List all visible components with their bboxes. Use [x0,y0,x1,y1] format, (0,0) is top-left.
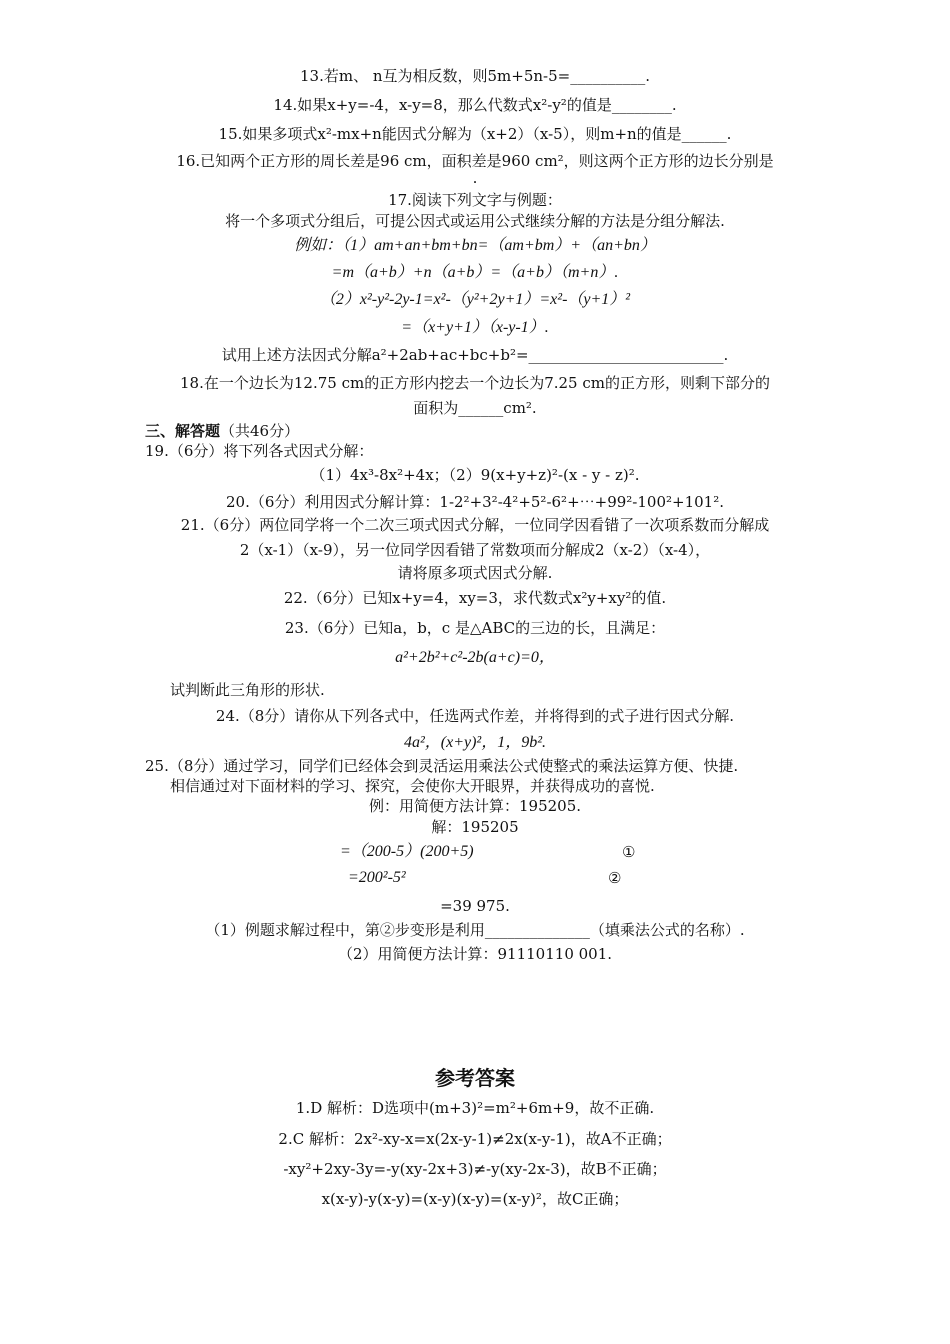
question-19-expressions: （1）4x³-8x²+4x；（2）9(x+y+z)²-(x - y - z)². [310,466,640,484]
question-19: 19.（6分）将下列各式因式分解： [145,442,374,460]
step-2-marker: ② [608,869,622,887]
question-20: 20.（6分）利用因式分解计算：1-2²+3²-4²+5²-6²+⋯+99²-100²+101². [226,493,724,511]
question-24: 24.（8分）请你从下列各式中，任选两式作差，并将得到的式子进行因式分解. [215,707,735,725]
question-22: 22.（6分）已知x+y=4，xy=3，求代数式x²y+xy²的值. [283,589,667,607]
step-1-marker: ① [622,843,636,861]
question-25-example: 例：用简便方法计算：195205. [368,797,582,815]
question-13: 13.若m、 n互为相反数，则5m+5n-5=__________. [300,67,650,85]
question-16-line-1: 16.已知两个正方形的周长差是96 cm，面积差是960 cm²，则这两个正方形的边长分别是 [176,152,774,170]
question-25-line-2: 相信通过对下面材料的学习、探究，会使你大开眼界，并获得成功的喜悦. [170,777,655,795]
question-17-intro: 将一个多项式分组后，可提公因式或运用公式继续分解的方法是分组分解法. [225,212,725,230]
question-17-task: 试用上述方法因式分解a²+2ab+ac+bc+b²=__________________________. [221,346,729,364]
question-25-part-2: （2）用简便方法计算：91110110 001. [337,945,613,963]
reference-answer-1: 1.D 解析：D选项中(m+3)²=m²+6m+9，故不正确. [295,1099,655,1117]
question-16-line-2: . [472,169,478,187]
question-23-task: 试判断此三角形的形状. [170,681,325,699]
question-14: 14.如果x+y=-4，x-y=8，那么代数式x²-y²的值是________. [273,96,677,114]
question-15: 15.如果多项式x²-mx+n能因式分解为（x+2）（x-5），则m+n的值是______. [218,125,732,143]
question-21-line-3: 请将原多项式因式分解. [397,564,553,582]
question-25-step-1: =（200-5）(200+5) [340,843,474,860]
question-23-equation: a²+2b²+c²-2b(a+c)=0， [395,649,555,666]
question-17-example-2-result: =（x+y+1）（x-y-1）. [401,319,549,336]
question-17-example-1-result: =m（a+b）+n（a+b）=（a+b）（m+n）. [331,264,619,281]
section-3-heading [145,421,845,441]
question-25-step-3: =39 975. [440,897,510,915]
question-18-line-2: 面积为______cm². [413,399,537,417]
question-25-solution: 解：195205 [431,818,519,836]
question-25-part-1: （1）例题求解过程中，第②步变形是利用______________（填乘法公式的名称）. [205,921,745,939]
question-21-line-1: 21.（6分）两位同学将一个二次三项式因式分解，一位同学因看错了一次项系数而分解成 [180,516,770,534]
question-17-example-2: （2）x²-y²-2y-1=x²-（y²+2y+1）=x²-（y+1）² [319,291,631,308]
question-25-line-1: 25.（8分）通过学习，同学们已经体会到灵活运用乘法公式使整式的乘法运算方便、快捷. [145,757,739,775]
question-21-line-2: 2（x-1）（x-9），另一位同学因看错了常数项而分解成2（x-2）（x-4）， [239,541,711,559]
reference-answer-2-b: -xy²+2xy-3y=-y(xy-2x+3)≠-y(xy-2x-3)，故B不正确； [283,1160,667,1178]
question-23-line-1: 23.（6分）已知a，b，c 是△ABC的三边的长，且满足： [284,619,666,637]
question-17-example-1: 例如：（1）am+an+bm+bn=（am+bm）+（an+bn） [294,237,656,254]
reference-answer-2-c: x(x-y)-y(x-y)=(x-y)(x-y)=(x-y)²，故C正确； [321,1190,629,1208]
question-24-expressions: 4a²，(x+y)²，1，9b². [403,734,547,751]
reference-answer-2: 2.C 解析：2x²-xy-x=x(2x-y-1)≠2x(x-y-1)，故A不正确； [278,1130,672,1148]
reference-answers-title: 参考答案 [435,1066,515,1090]
section-3-note: （共46分） [220,422,300,440]
section-3-title: 三、解答题 [145,422,221,440]
question-25-step-2: =200²-5² [348,869,406,886]
question-18-line-1: 18.在一个边长为12.75 cm的正方形内挖去一个边长为7.25 cm的正方形，则剩下部分的 [180,374,770,392]
question-17-heading: 17.阅读下列文字与例题： [388,191,562,209]
